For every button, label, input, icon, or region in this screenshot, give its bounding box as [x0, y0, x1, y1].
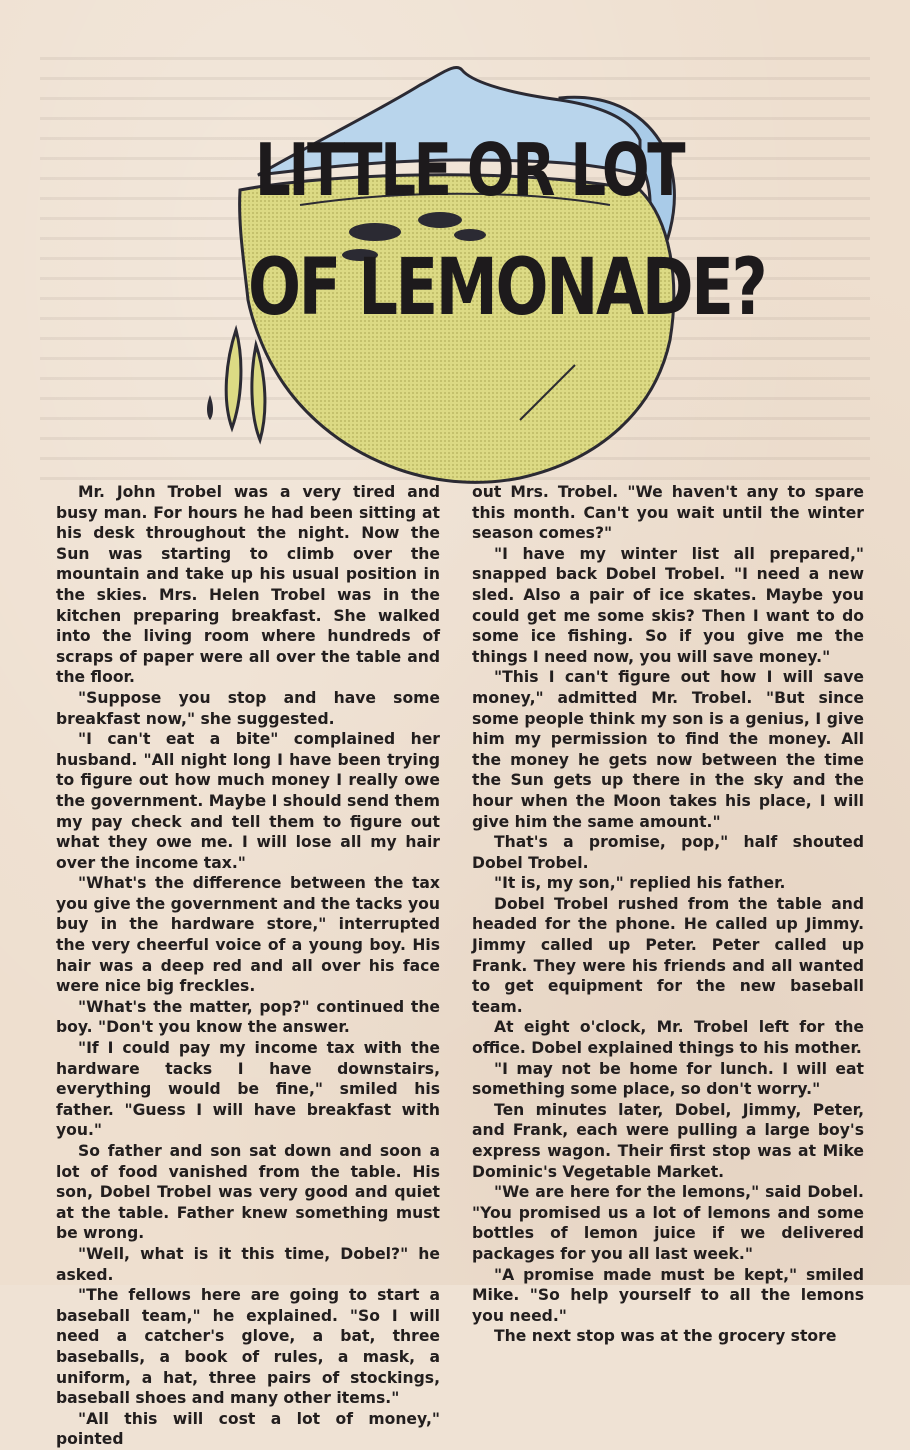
paragraph: At eight o'clock, Mr. Trobel left for the office. Dobel explained things to his mother. — [472, 1018, 864, 1058]
paragraph: That's a promise, pop," half shouted Dobel Trobel. — [472, 833, 864, 872]
paragraph: Ten minutes later, Dobel, Jimmy, Peter, and Frank, each were pulling a large boy's express wagon. Their first stop was at Mike Dominic's Vegetable Market. — [472, 1100, 864, 1181]
lemonade-drip — [207, 395, 213, 420]
paragraph: Mr. John Trobel was a very tired and busy man. For hours he had been sitting at his desk throughout the night. Now the Sun was starting to climb over the mountain and take up his usual position in the skies. Mrs. Helen Trobel was in the kitchen preparing breakfast. She walked into the living room where hundreds of scraps of paper were all over the table and the floor. — [56, 483, 440, 687]
paragraph: out Mrs. Trobel. "We haven't any to spare this month. Can't you wait until the winter season comes?" — [472, 483, 864, 543]
left-column — [56, 482, 440, 1450]
paragraph: "What's the difference between the tax you give the government and the tacks you buy in the hardware store," interrupted the very cheerful voice of a young boy. His hair was a deep red and all over his face were nice big freckles. — [56, 874, 440, 996]
headline-line-2: OF LEMONADE? — [248, 243, 766, 333]
ice-cube — [349, 223, 401, 241]
paragraph: "What's the matter, pop?" continued the boy. "Don't you know the answer. — [56, 997, 440, 1037]
lemonade-drip — [226, 330, 241, 428]
ice-cube — [454, 229, 486, 241]
paragraph: "I have my winter list all prepared," snapped back Dobel Trobel. "I need a new sled. Also a pair of ice skates. Maybe you could get me some skis? Then I want to do some ice fishing. So if you give me the things I need now, you will save money." — [472, 544, 864, 666]
paragraph: "It is, my son," replied his father. — [494, 874, 786, 893]
paragraph: "Suppose you stop and have some breakfast now," she suggested. — [56, 688, 440, 728]
right-column — [472, 482, 864, 1347]
paragraph: "A promise made must be kept," smiled Mike. "So help yourself to all the lemons you need." — [472, 1265, 864, 1325]
paragraph: So father and son sat down and soon a lot of food vanished from the table. His son, Dobel Trobel was very good and quiet at the table. Father knew something must be wrong. — [56, 1142, 440, 1243]
lemonade-drip — [252, 345, 265, 440]
headline-line-1: LITTLE OR LOT — [255, 128, 684, 212]
paragraph: "I can't eat a bite" complained her husband. "All night long I have been trying to figure out how much money I really owe the government. Maybe I should send them my pay check and tell them to figure out what they owe me. I will lose all my hair over the income tax." — [56, 730, 440, 872]
ice-cube — [418, 212, 462, 228]
paragraph: The next stop was at the grocery store — [494, 1327, 837, 1346]
paragraph: "The fellows here are going to start a baseball team," he explained. "So I will need a catcher's glove, a bat, three baseballs, a book of rules, a mask, a uniform, a hat, three pairs of stockings, baseball shoes and many other items." — [56, 1286, 440, 1408]
paragraph: "Well, what is it this time, Dobel?" he asked. — [56, 1244, 440, 1284]
paragraph: "We are here for the lemons," said Dobel. "You promised us a lot of lemons and some bottles of lemon juice if we delivered packages for you all last week." — [472, 1183, 864, 1263]
paragraph: "I may not be home for lunch. I will eat something some place, so don't worry." — [472, 1059, 864, 1099]
paragraph: "This I can't figure out how I will save money," admitted Mr. Trobel. "But since some people think my son is a genius, I give him my permission to find the money. All the money he gets now between the time the Sun gets up there in the sky and the hour when the Moon takes his place, I will give him the same amount." — [472, 668, 864, 831]
paragraph: "All this will cost a lot of money," pointed — [56, 1409, 440, 1449]
paragraph: Dobel Trobel rushed from the table and headed for the phone. He called up Jimmy. Jimmy called up Peter. Peter called up Frank. They were his friends and all wanted to get equipment for the new baseball team. — [472, 894, 864, 1016]
paragraph: "If I could pay my income tax with the hardware tacks I have downstairs, everything would be fine," smiled his father. "Guess I will have breakfast with you." — [56, 1039, 440, 1140]
